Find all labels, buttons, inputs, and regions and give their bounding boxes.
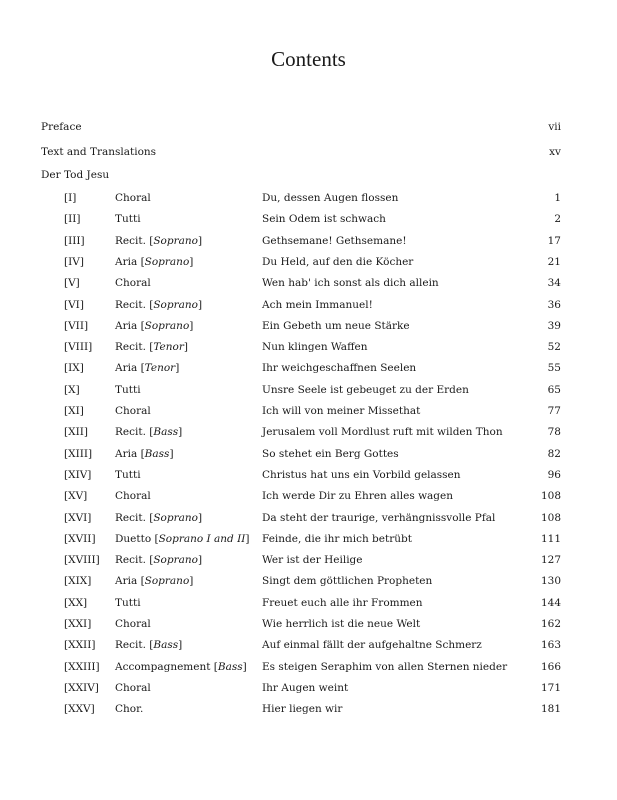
movement-type-label: Tutti — [115, 468, 141, 481]
toc-entry[interactable] — [64, 597, 561, 613]
page-number: 96 — [547, 468, 561, 481]
movement-title: Da steht der traurige, verhängnissvolle Pfal — [262, 511, 496, 524]
toc-entry[interactable] — [64, 384, 561, 400]
toc-entry-preface[interactable] — [41, 121, 561, 133]
movement-type: Aria [Soprano] — [115, 255, 194, 268]
movement-type: Aria [Bass] — [115, 447, 174, 460]
movement-type-label: Tutti — [115, 596, 141, 609]
page-number: 17 — [547, 234, 561, 247]
movement-type-label: Recit. — [115, 234, 146, 247]
movement-number: [IX] — [64, 362, 84, 375]
movement-type-label: Choral — [115, 405, 151, 417]
movement-type — [115, 469, 141, 481]
movement-number: [III] — [64, 234, 85, 247]
movement-title: Ich werde Dir zu Ehren alles wagen — [262, 490, 454, 503]
page-number: 39 — [547, 319, 561, 332]
movement-type: Duetto [Soprano I and II] — [115, 532, 250, 545]
movement-type: Aria [Tenor] — [115, 362, 180, 375]
voice-part: Bass — [144, 447, 170, 460]
movement-title: Singt dem göttlichen Propheten — [262, 575, 433, 588]
toc-entry[interactable] — [64, 618, 561, 634]
page-number: 144 — [540, 596, 561, 609]
toc-entry[interactable] — [64, 703, 561, 719]
movement-number: [XVI] — [64, 511, 92, 524]
movement-type: Recit. [Soprano] — [115, 511, 203, 524]
movement-type-label: Choral — [115, 618, 151, 630]
movement-title: Ihr weichgeschaffnen Seelen — [262, 362, 417, 375]
movement-type — [115, 384, 141, 396]
page-number: 1 — [554, 192, 561, 204]
movement-number: [VIII] — [64, 341, 93, 354]
page-title: Contents — [271, 47, 346, 71]
voice-part: Soprano I and II — [158, 532, 246, 545]
movement-title: Hier liegen wir — [262, 703, 343, 716]
movement-number: [VI] — [64, 298, 84, 311]
page-number: 130 — [540, 575, 561, 588]
toc-entry[interactable] — [64, 575, 561, 591]
voice-part: Soprano — [144, 319, 190, 332]
toc-entry[interactable] — [64, 469, 561, 485]
movement-type-label: Recit. — [115, 511, 146, 524]
voice-part: Soprano — [153, 298, 198, 311]
movement-title: Unsre Seele ist gebeuget zu der Erden — [262, 383, 469, 396]
movement-type-label: Aria — [115, 447, 138, 460]
toc-entry[interactable] — [64, 320, 561, 336]
movement-number: [XIX] — [64, 575, 92, 588]
toc-entry[interactable] — [64, 512, 561, 528]
voice-part: Soprano — [144, 255, 190, 268]
movement-title: Ein Gebeth um neue Stärke — [262, 319, 410, 332]
movement-type-label: Choral — [115, 681, 151, 694]
movement-title: Feinde, die ihr mich betrübt — [262, 532, 412, 545]
movement-number: [XVIII] — [64, 554, 100, 567]
movement-type-label: Duetto — [115, 532, 152, 545]
voice-part: Bass — [217, 660, 243, 673]
movement-type-label: Aria — [115, 255, 138, 268]
page-number: 171 — [540, 681, 561, 694]
work-title: Der Tod Jesu — [41, 169, 110, 181]
movement-title: Nun klingen Waffen — [262, 341, 368, 354]
movement-title: Ach mein Immanuel! — [262, 298, 373, 311]
page-number: 65 — [547, 383, 561, 396]
page-number: 108 — [540, 490, 561, 503]
toc-entry[interactable] — [64, 362, 561, 378]
toc-entry[interactable] — [64, 341, 561, 357]
movement-number: [XI] — [64, 405, 84, 417]
toc-entry[interactable] — [64, 299, 561, 315]
movement-number: [I] — [64, 192, 77, 204]
page-number: 21 — [547, 255, 561, 268]
page-number: 34 — [547, 277, 561, 290]
movement-number: [XX] — [64, 596, 88, 609]
page-number: 163 — [540, 639, 561, 652]
movement-title: Freuet euch alle ihr Frommen — [262, 596, 423, 609]
page-number: 166 — [540, 660, 561, 673]
voice-part: Soprano — [153, 234, 198, 247]
movement-number: [XXIII] — [64, 660, 100, 673]
toc-entry[interactable] — [64, 682, 561, 698]
movement-title: Christus hat uns ein Vorbild gelassen — [262, 468, 461, 481]
movement-type-label: Aria — [115, 362, 138, 375]
toc-entry[interactable] — [64, 490, 561, 506]
toc-entry[interactable] — [64, 256, 561, 272]
movement-title: So stehet ein Berg Gottes — [262, 447, 399, 460]
movement-type: Recit. [Bass] — [115, 426, 183, 439]
voice-part: Tenor — [144, 362, 176, 375]
toc-entry[interactable] — [64, 426, 561, 442]
movement-number: [XXV] — [64, 703, 95, 716]
voice-part: Soprano — [153, 511, 198, 524]
page-number: 111 — [540, 532, 561, 545]
page-number: 108 — [540, 511, 561, 524]
movement-type: Aria [Soprano] — [115, 575, 194, 588]
page-number: 82 — [547, 447, 561, 460]
movement-number: [XXI] — [64, 618, 92, 630]
movement-number: [XV] — [64, 490, 88, 503]
movement-number: [XIV] — [64, 468, 92, 481]
page-number: 52 — [547, 341, 561, 354]
voice-part: Bass — [153, 639, 179, 652]
movement-type — [115, 490, 151, 502]
movement-number: [IV] — [64, 255, 84, 268]
toc-entry[interactable] — [64, 554, 561, 570]
page-number: 162 — [540, 618, 561, 630]
toc-entry[interactable] — [64, 235, 561, 251]
toc-entry[interactable] — [64, 533, 561, 549]
movement-type-label: Choral — [115, 277, 151, 290]
toc-entry[interactable] — [64, 213, 561, 229]
movement-type-label: Chor. — [115, 703, 144, 716]
movement-type-label: Recit. — [115, 298, 146, 311]
page-number: 55 — [547, 362, 561, 375]
movement-type-label: Recit. — [115, 554, 146, 567]
movement-type-label: Choral — [115, 192, 151, 204]
movement-type-label: Aria — [115, 575, 138, 588]
movement-type: Recit. [Soprano] — [115, 554, 203, 567]
movement-number: [XII] — [64, 426, 88, 439]
movement-type-label: Recit. — [115, 639, 146, 652]
movement-type-label: Tutti — [115, 213, 141, 226]
movement-title: Wie herrlich ist die neue Welt — [262, 618, 421, 630]
voice-part: Soprano — [153, 554, 198, 567]
movement-title: Ich will von meiner Missethat — [262, 405, 421, 417]
movement-type — [115, 405, 151, 417]
movement-type: Recit. [Soprano] — [115, 234, 203, 247]
voice-part: Soprano — [144, 575, 190, 588]
voice-part: Bass — [153, 426, 179, 439]
movement-number: [VII] — [64, 319, 89, 332]
movement-number: [X] — [64, 383, 80, 396]
movement-title: Sein Odem ist schwach — [262, 213, 386, 226]
movement-type — [115, 192, 151, 204]
toc-entry[interactable] — [64, 639, 561, 655]
movement-title: Du, dessen Augen flossen — [262, 192, 399, 204]
movement-title: Auf einmal fällt der aufgehaltne Schmerz — [262, 639, 482, 652]
page-number: 77 — [547, 405, 561, 417]
movement-type-label: Accompagnement — [115, 660, 211, 673]
entry-label: Text and Translations — [41, 146, 157, 158]
movement-title: Gethsemane! Gethsemane! — [262, 234, 407, 247]
movement-type: Recit. [Bass] — [115, 639, 183, 652]
movement-title: Es steigen Seraphim von allen Sternen nieder — [262, 660, 508, 673]
page-number: 36 — [547, 298, 561, 311]
movement-type-label: Recit. — [115, 341, 146, 354]
page-number: 2 — [554, 213, 561, 226]
page-number: 78 — [547, 426, 561, 439]
movement-type: Recit. [Soprano] — [115, 298, 203, 311]
movement-number: [II] — [64, 213, 81, 226]
movement-type — [115, 703, 143, 715]
entry-label: Preface — [41, 121, 82, 133]
movement-number: [XVII] — [64, 532, 96, 545]
page-number: 181 — [540, 703, 561, 716]
movement-type — [115, 597, 141, 609]
toc-entry[interactable] — [64, 405, 561, 421]
movement-title: Wer ist der Heilige — [262, 554, 363, 567]
entry-page: xv — [549, 146, 561, 158]
toc-entry-text-translations[interactable] — [41, 146, 561, 158]
toc-entry[interactable] — [64, 661, 561, 677]
toc-entry[interactable] — [64, 448, 561, 464]
toc-entry[interactable] — [64, 277, 561, 293]
movement-title: Ihr Augen weint — [262, 681, 349, 694]
movement-type-label: Choral — [115, 490, 151, 503]
entry-page: vii — [548, 121, 561, 133]
movement-type — [115, 682, 151, 694]
movement-number: [XXIV] — [64, 681, 99, 694]
movement-type — [115, 277, 151, 289]
movement-title: Wen hab' ich sonst als dich allein — [262, 277, 439, 290]
movement-type-label: Aria — [115, 319, 138, 332]
movement-type-label: Recit. — [115, 426, 146, 439]
movement-type: Aria [Soprano] — [115, 319, 194, 332]
movement-title: Du Held, auf den die Köcher — [262, 255, 414, 268]
movement-type — [115, 618, 151, 630]
movement-type — [115, 213, 141, 225]
movement-type: Recit. [Tenor] — [115, 341, 188, 354]
movement-type-label: Tutti — [115, 383, 141, 396]
movement-number: [V] — [64, 277, 80, 290]
movement-number: [XXII] — [64, 639, 96, 652]
voice-part: Tenor — [153, 341, 184, 354]
movement-type: Accompagnement [Bass] — [115, 660, 247, 673]
movement-title: Jerusalem voll Mordlust ruft mit wilden Thon — [262, 426, 503, 439]
movement-number: [XIII] — [64, 447, 93, 460]
page-number: 127 — [540, 554, 561, 567]
toc-entry[interactable] — [64, 192, 561, 208]
